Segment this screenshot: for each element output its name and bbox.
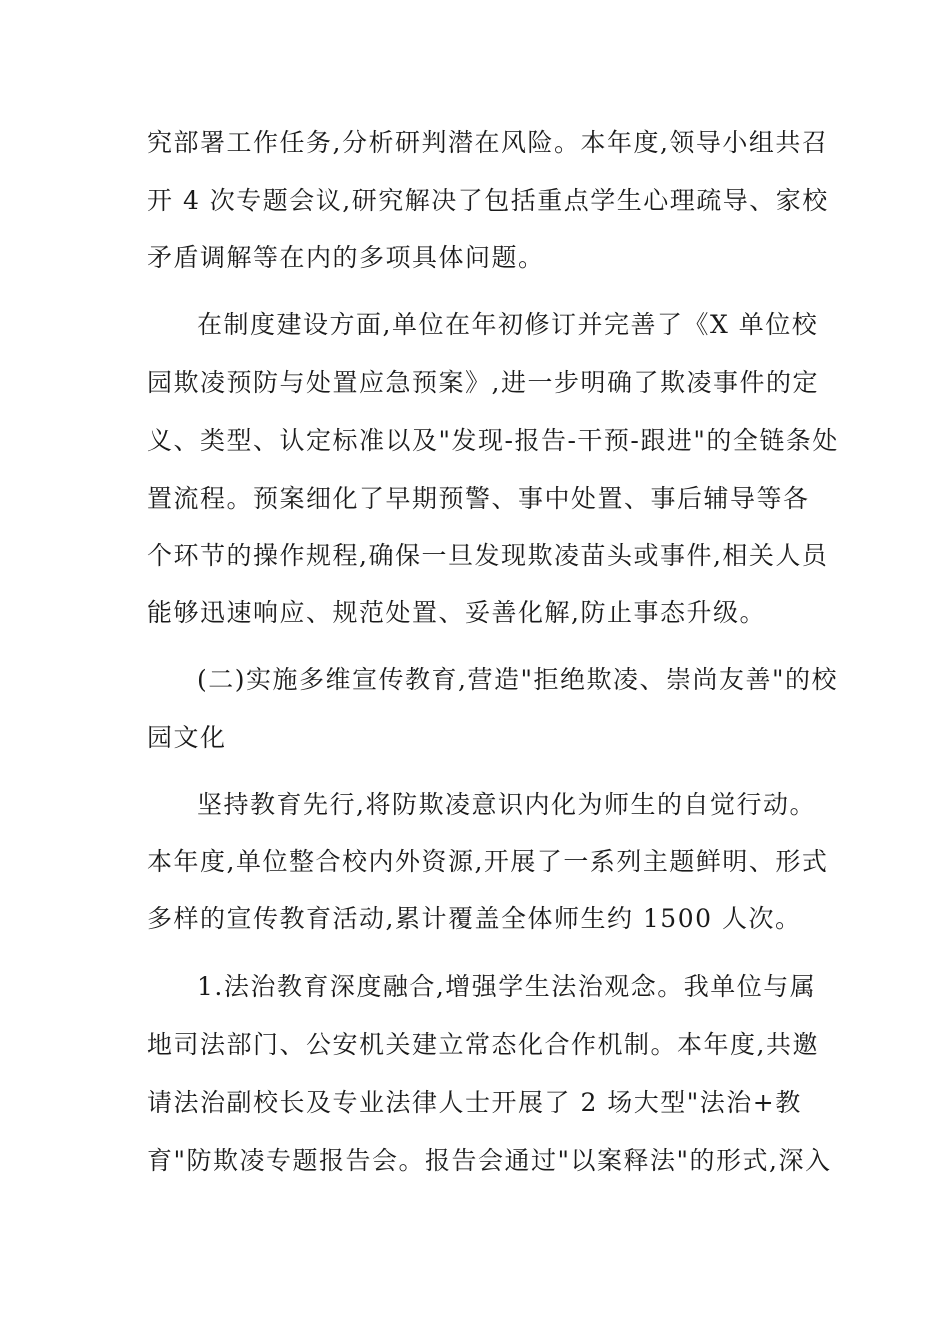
section-heading-line: (二)实施多维宣传教育,营造"拒绝欺凌、崇尚友善"的校 bbox=[197, 665, 838, 694]
text-line: 开 4 次专题会议,研究解决了包括重点学生心理疏导、家校 bbox=[147, 186, 829, 215]
text-line: 请法治副校长及专业法律人士开展了 2 场大型"法治+教 bbox=[147, 1088, 802, 1117]
text-line: 矛盾调解等在内的多项具体问题。 bbox=[147, 243, 545, 272]
text-line: 能够迅速响应、规范处置、妥善化解,防止事态升级。 bbox=[147, 598, 766, 627]
paragraph-start-line: 在制度建设方面,单位在年初修订并完善了《X 单位校 bbox=[197, 310, 819, 339]
text-line: 园欺凌预防与处置应急预案》,进一步明确了欺凌事件的定 bbox=[147, 368, 819, 397]
text-line: 本年度,单位整合校内外资源,开展了一系列主题鲜明、形式 bbox=[147, 847, 829, 876]
text-line: 个环节的操作规程,确保一旦发现欺凌苗头或事件,相关人员 bbox=[147, 541, 829, 570]
text-line: 多样的宣传教育活动,累计覆盖全体师生约 1500 人次。 bbox=[147, 904, 802, 933]
text-line: 地司法部门、公安机关建立常态化合作机制。本年度,共邀 bbox=[147, 1030, 819, 1059]
text-line: 义、类型、认定标准以及"发现-报告-干预-跟进"的全链条处 bbox=[147, 426, 839, 455]
paragraph-start-line: 坚持教育先行,将防欺凌意识内化为师生的自觉行动。 bbox=[197, 790, 816, 819]
text-line: 置流程。预案细化了早期预警、事中处置、事后辅导等各 bbox=[147, 484, 810, 513]
paragraph-start-line: 1.法治教育深度融合,增强学生法治观念。我单位与属 bbox=[197, 972, 817, 1001]
text-line: 究部署工作任务,分析研判潜在风险。本年度,领导小组共召 bbox=[147, 128, 829, 157]
section-heading-line: 园文化 bbox=[147, 723, 227, 752]
text-line: 育"防欺凌专题报告会。报告会通过"以案释法"的形式,深入 bbox=[147, 1146, 832, 1175]
